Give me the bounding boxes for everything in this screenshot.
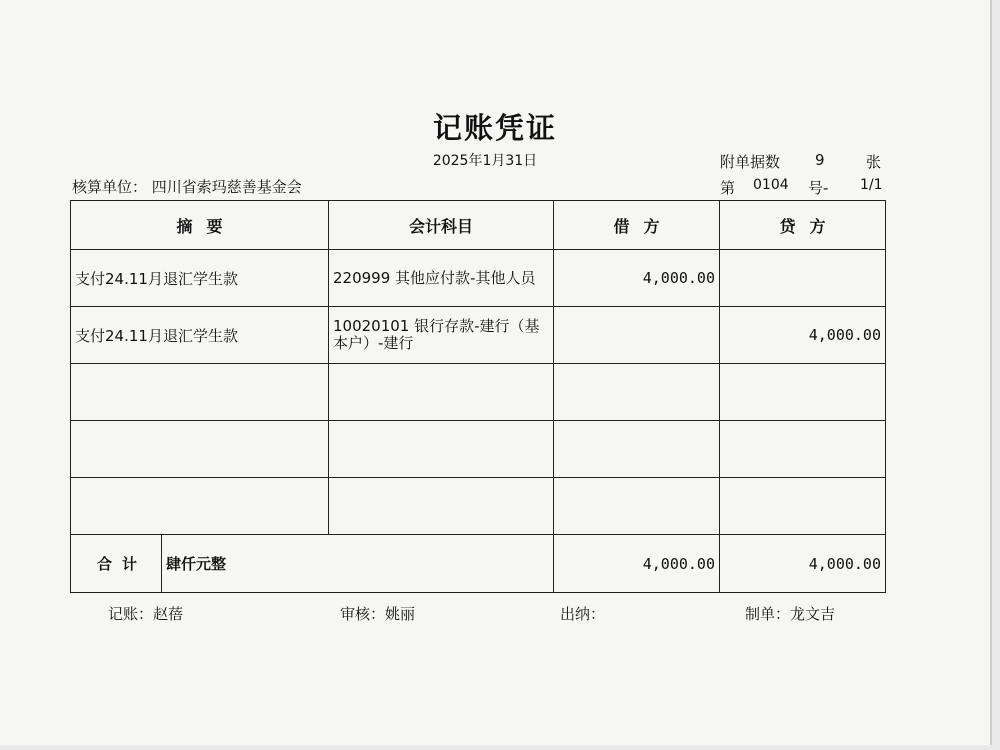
row-account: 220999 其他应付款-其他人员 [329, 250, 554, 307]
voucher-table [70, 200, 886, 593]
bookkeeper-signature: 记账：赵蓓 [108, 605, 184, 623]
voucher-number: 0104 [753, 177, 789, 193]
voucher-page: 1/1 [860, 177, 883, 193]
total-row [71, 535, 886, 593]
voucher-title: 记账凭证 [432, 111, 557, 145]
column-header-debit: 借方 [554, 201, 720, 250]
table-row-empty [71, 364, 886, 421]
row-account: 10020101 银行存款-建行（基本户）-建行 [329, 307, 554, 364]
reviewer-signature: 审核：姚丽 [340, 605, 416, 623]
table-row-empty [71, 421, 886, 478]
row-credit: 4,000.00 [720, 307, 886, 364]
attachments-label: 附单据数 [720, 153, 781, 171]
total-debit: 4,000.00 [554, 535, 720, 593]
voucher-number-prefix: 第 [720, 179, 736, 197]
total-credit: 4,000.00 [720, 535, 886, 593]
row-credit [720, 250, 886, 307]
attachments-unit: 张 [866, 153, 882, 171]
cashier-signature: 出纳： [560, 605, 606, 623]
voucher-number-suffix: 号- [808, 179, 829, 197]
column-header-account: 会计科目 [329, 201, 554, 250]
table-row-empty [71, 478, 886, 535]
total-amount-in-words: 肆仟元整 [166, 555, 227, 573]
row-summary: 支付24.11月退汇学生款 [71, 250, 329, 307]
row-debit: 4,000.00 [554, 250, 720, 307]
attachments-count: 9 [815, 151, 825, 169]
column-header-summary: 摘要 [71, 201, 329, 250]
preparer-signature: 制单：龙文吉 [745, 605, 836, 623]
total-label: 合计 [71, 535, 162, 592]
column-header-credit: 贷方 [720, 201, 886, 250]
accounting-unit: 核算单位： 四川省索玛慈善基金会 [72, 178, 302, 196]
row-summary: 支付24.11月退汇学生款 [71, 307, 329, 364]
table-row [71, 307, 886, 364]
row-debit [554, 307, 720, 364]
table-row [71, 250, 886, 307]
voucher-date: 2025年1月31日 [432, 153, 538, 169]
table-header-row [71, 201, 886, 250]
